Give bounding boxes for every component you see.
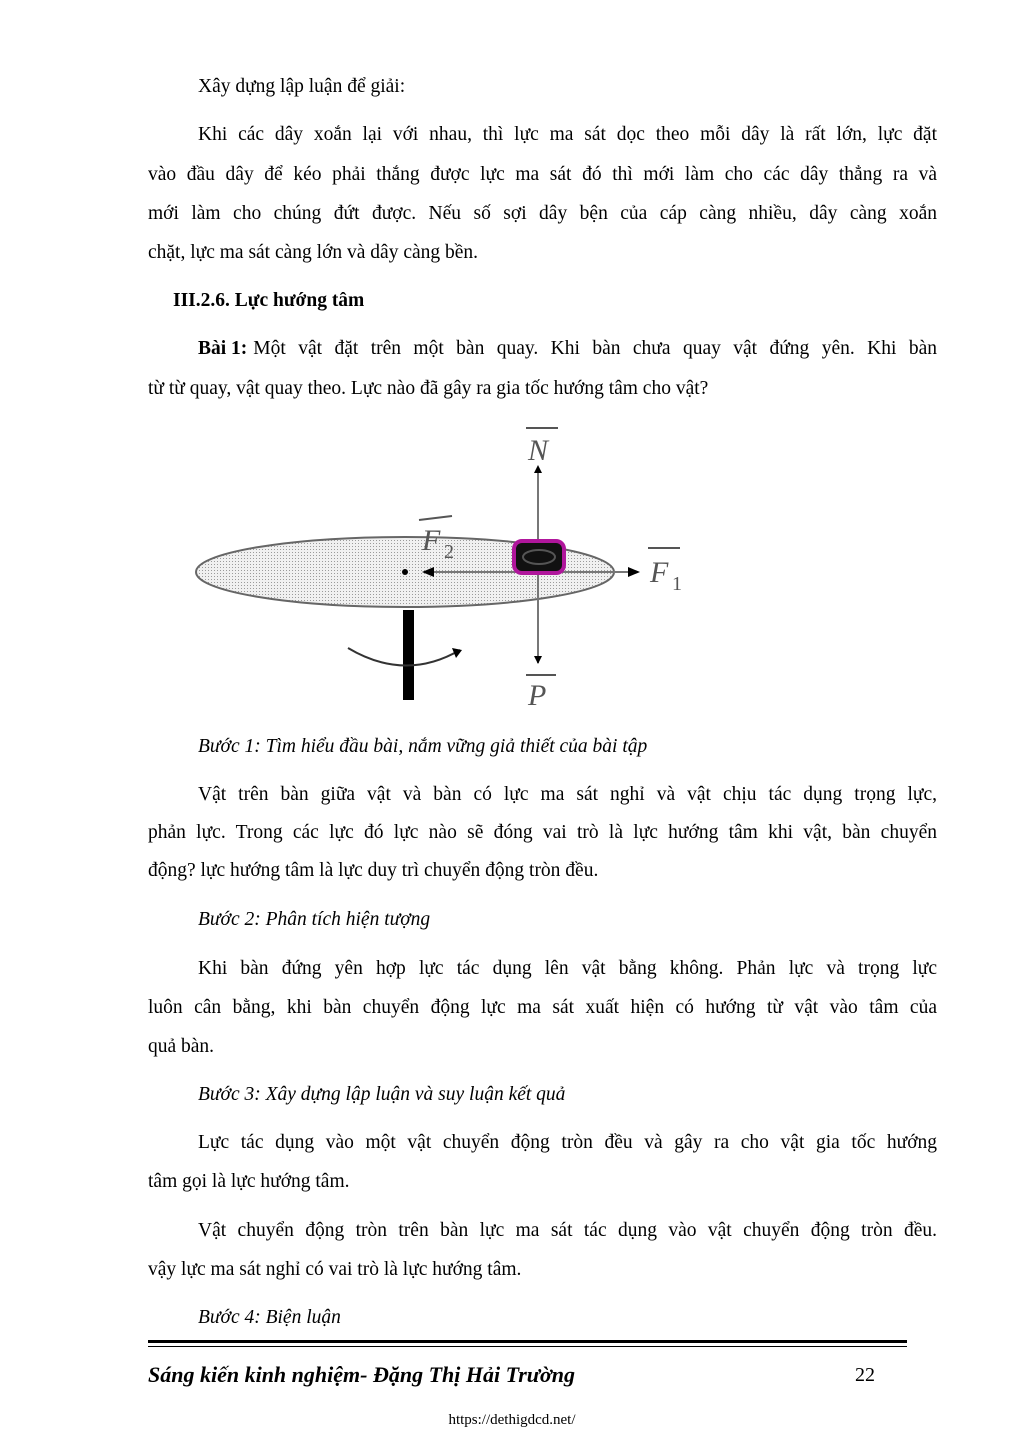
label-n: N (528, 434, 549, 467)
footer-url: https://dethigdcd.net/ (448, 1412, 576, 1428)
footer-rule-thin (148, 1346, 907, 1347)
paragraph-line: phản lực. Trong các lực đó lực nào sẽ đóng vai trò là lực hướng tâm khi vật, bàn chuyển (148, 822, 937, 843)
step-4-heading: Bước 4: Biện luận (198, 1307, 341, 1328)
rotating-table-figure (190, 420, 700, 720)
p-arrowhead (534, 656, 542, 664)
paragraph-intro: Xây dựng lập luận để giải: (198, 76, 406, 97)
step-3-heading: Bước 3: Xây dựng lập luận và suy luận kết quả (198, 1084, 566, 1105)
exercise-text: Một vật đặt trên một bàn quay. Khi bàn chưa quay vật đứng yên. Khi bàn (253, 338, 937, 359)
object-on-table (514, 541, 564, 573)
label-f1: F (650, 556, 669, 589)
exercise-label: Bài 1: (198, 338, 248, 359)
table-shaft (403, 610, 414, 700)
paragraph-line: Khi bàn đứng yên hợp lực tác dụng lên vật bằng không. Phản lực và trọng lực (198, 958, 937, 979)
paragraph-line: Vật chuyển động tròn trên bàn lực ma sát tác dụng vào vật chuyển động tròn đều. (198, 1220, 937, 1241)
label-f1-subscript: 1 (672, 573, 682, 595)
page-number: 22 (855, 1364, 875, 1386)
paragraph-line: tâm gọi là lực hướng tâm. (148, 1171, 350, 1192)
exercise-text: từ từ quay, vật quay theo. Lực nào đã gây ra gia tốc hướng tâm cho vật? (148, 378, 709, 399)
paragraph-line: chặt, lực ma sát càng lớn và dây càng bền. (148, 242, 479, 263)
paragraph-line: Vật trên bàn giữa vật và bàn có lực ma sát nghỉ và vật chịu tác dụng trọng lực, (198, 784, 937, 805)
paragraph-line: luôn cân bằng, khi bàn chuyển động lực ma sát xuất hiện có hướng từ vật vào tâm của (148, 997, 937, 1018)
paragraph-line: mới làm cho chúng đứt được. Nếu số sợi dây bện của cáp càng nhiều, dây càng xoắn (148, 203, 937, 224)
footer-author: Sáng kiến kinh nghiệm- Đặng Thị Hải Trường (148, 1362, 575, 1387)
step-2-heading: Bước 2: Phân tích hiện tượng (198, 909, 431, 930)
footer-rule-thick (148, 1340, 907, 1343)
paragraph-line: Lực tác dụng vào một vật chuyển động tròn đều và gây ra cho vật gia tốc hướng (198, 1132, 937, 1153)
label-f2: F (422, 524, 441, 557)
f1-arrowhead (628, 567, 640, 577)
label-p: P (528, 679, 547, 712)
section-heading: III.2.6. Lực hướng tâm (173, 290, 365, 311)
paragraph-line: vậy lực ma sát nghỉ có vai trò là lực hướng tâm. (148, 1259, 522, 1280)
label-f2-subscript: 2 (444, 541, 454, 563)
paragraph-line: vào đầu dây để kéo phải thắng được lực ma sát đó thì mới làm cho các dây thẳng ra và (148, 164, 937, 185)
paragraph-line: động? lực hướng tâm là lực duy trì chuyển động tròn đều. (148, 860, 599, 881)
paragraph-line: quả bàn. (148, 1036, 215, 1057)
table-center (402, 569, 408, 575)
paragraph-line: Khi các dây xoắn lại với nhau, thì lực ma sát dọc theo mỗi dây là rất lớn, lực đặt (198, 124, 937, 145)
exercise-line (198, 339, 937, 359)
step-1-heading: Bước 1: Tìm hiểu đầu bài, nắm vững giả thiết của bài tập (198, 736, 648, 757)
